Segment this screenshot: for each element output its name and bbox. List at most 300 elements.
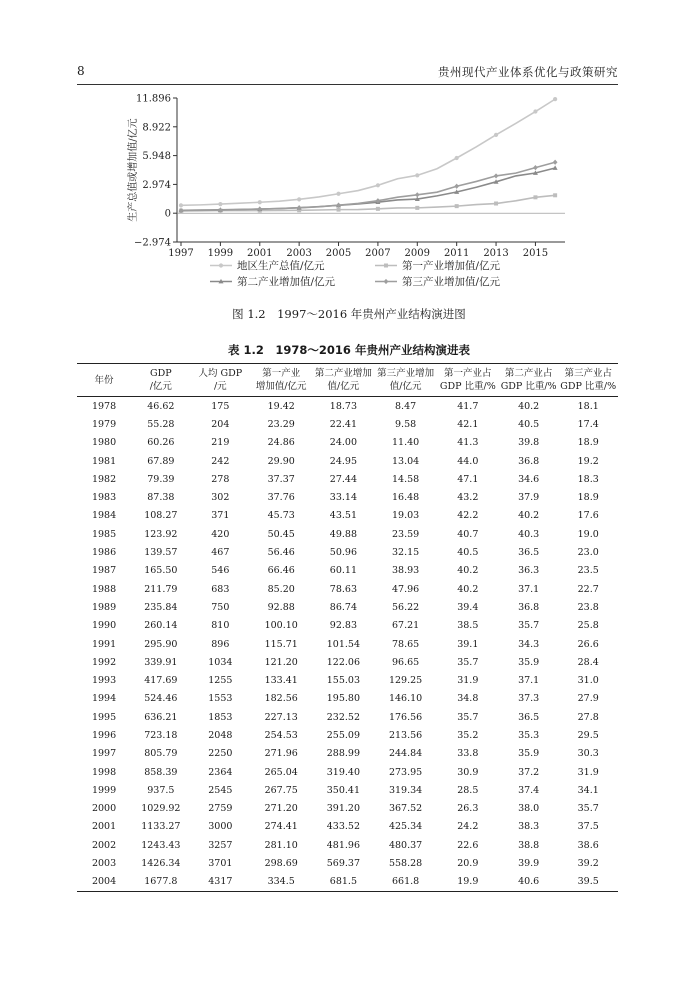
- data-point: [415, 173, 419, 177]
- column-header: [131, 364, 191, 397]
- table-row: [77, 708, 618, 726]
- table-cell: 27.8: [577, 711, 599, 723]
- table-cell: 3701: [208, 858, 233, 870]
- table-cell: 896: [211, 638, 230, 650]
- table-cell: 36.5: [518, 547, 540, 559]
- table-cell: 41.7: [457, 400, 479, 412]
- data-point: [376, 207, 380, 211]
- table-cell: 2759: [208, 803, 233, 815]
- data-point: [494, 202, 498, 206]
- table-cell: 37.5: [577, 821, 599, 833]
- table-cell: 14.58: [392, 473, 420, 485]
- table-cell: 11.40: [392, 437, 420, 449]
- table-cell: 17.4: [577, 418, 599, 430]
- table-cell: 40.5: [457, 547, 479, 559]
- table-cell: 34.8: [457, 693, 479, 705]
- table-cell: 26.6: [577, 638, 599, 650]
- table-cell: 50.45: [267, 528, 295, 540]
- table-cell: 40.2: [457, 583, 479, 595]
- table-cell: 3000: [208, 821, 233, 833]
- table-cell: 96.65: [392, 656, 420, 668]
- table-cell: 78.65: [392, 638, 420, 650]
- data-point: [218, 202, 222, 206]
- table-cell: 480.37: [388, 839, 423, 851]
- table-row: [77, 543, 618, 561]
- table-cell: 2250: [208, 748, 233, 760]
- table-cell: 24.00: [329, 437, 357, 449]
- table-row: [77, 470, 618, 488]
- table-cell: 1133.27: [141, 821, 181, 833]
- table-cell: 302: [211, 492, 230, 504]
- table-cell: 750: [211, 601, 230, 613]
- table-cell: 2364: [208, 766, 233, 778]
- table-cell: 67.21: [392, 620, 420, 632]
- y-tick-label: 0: [164, 208, 171, 220]
- table-cell: 1986: [91, 547, 117, 559]
- table-cell: 18.9: [577, 492, 599, 504]
- table-cell: 122.06: [326, 656, 361, 668]
- data-point: [553, 97, 557, 101]
- y-tick-label: 8.922: [142, 122, 171, 134]
- table-cell: 42.1: [457, 418, 479, 430]
- table-row: [77, 781, 618, 799]
- table-row: [77, 635, 618, 653]
- column-header-line: 第一产业占: [444, 368, 492, 379]
- y-tick-label: 11.896: [136, 93, 171, 105]
- data-point: [494, 133, 498, 137]
- table-cell: 34.1: [577, 784, 599, 796]
- column-header: [558, 364, 618, 397]
- table-cell: 92.88: [267, 601, 295, 613]
- table-row: [77, 873, 618, 892]
- column-header-line: /元: [213, 381, 227, 392]
- table-cell: 254.53: [264, 729, 298, 741]
- data-point: [455, 156, 459, 160]
- table-cell: 417.69: [144, 675, 178, 687]
- table-row: [77, 617, 618, 635]
- table-cell: 2000: [91, 803, 117, 815]
- table-cell: 391.20: [326, 803, 361, 815]
- table-cell: 39.9: [518, 858, 540, 870]
- table-row: [77, 745, 618, 763]
- table-cell: 38.5: [457, 620, 479, 632]
- data-point: [533, 165, 538, 170]
- table-cell: 17.6: [577, 510, 599, 522]
- table-cell: 1981: [91, 455, 117, 467]
- table-row: [77, 671, 618, 689]
- table-row: [77, 690, 618, 708]
- column-header: [499, 364, 559, 397]
- series-3: [179, 165, 558, 212]
- table-cell: 44.0: [457, 455, 479, 467]
- table-cell: 2545: [208, 784, 233, 796]
- table-cell: 123.92: [144, 528, 178, 540]
- table-cell: 1995: [91, 711, 117, 723]
- data-point: [415, 192, 420, 197]
- table-cell: 723.18: [144, 729, 178, 741]
- table-cell: 281.10: [264, 839, 298, 851]
- table-cell: 1988: [91, 583, 117, 595]
- legend-marker: [384, 279, 389, 284]
- table-cell: 175: [211, 400, 230, 412]
- table-cell: 108.27: [144, 510, 178, 522]
- table-cell: 155.03: [326, 675, 361, 687]
- y-tick-label: 2.974: [142, 179, 171, 191]
- table-cell: 23.5: [577, 565, 599, 577]
- table-cell: 19.2: [577, 455, 599, 467]
- table-cell: 28.5: [457, 784, 479, 796]
- table-cell: 271.20: [264, 803, 298, 815]
- table-cell: 36.8: [518, 455, 540, 467]
- table-cell: 33.8: [457, 748, 479, 760]
- table-cell: 133.41: [264, 675, 298, 687]
- table-cell: 334.5: [250, 873, 312, 892]
- column-header-line: GDP 比重/%: [500, 381, 557, 392]
- table-cell: 32.15: [392, 547, 420, 559]
- table-cell: 35.7: [518, 620, 540, 632]
- table-cell: 2003: [91, 858, 117, 870]
- table-row: [77, 836, 618, 854]
- table-cell: 40.5: [518, 418, 540, 430]
- table-cell: 37.1: [518, 675, 540, 687]
- table-cell: 274.41: [264, 821, 298, 833]
- table-cell: 1243.43: [141, 839, 181, 851]
- table-cell: 35.9: [518, 748, 540, 760]
- table-cell: 46.62: [147, 400, 175, 412]
- table-cell: 39.8: [518, 437, 540, 449]
- table-cell: 1997: [91, 748, 117, 760]
- table-cell: 101.54: [326, 638, 361, 650]
- table-cell: 121.20: [264, 656, 298, 668]
- table-cell: 28.4: [577, 656, 599, 668]
- page-header: [77, 62, 618, 85]
- series-1: [179, 97, 557, 207]
- table-cell: 20.9: [457, 858, 479, 870]
- table-cell: 31.9: [457, 675, 479, 687]
- table-cell: 50.96: [329, 547, 357, 559]
- table-cell: 1985: [91, 528, 117, 540]
- table-cell: 36.3: [518, 565, 540, 577]
- table-cell: 19.9: [437, 873, 499, 892]
- table-cell: 25.8: [577, 620, 599, 632]
- table-cell: 37.37: [267, 473, 295, 485]
- table-cell: 467: [211, 547, 230, 559]
- table-row: [77, 525, 618, 543]
- table-cell: 129.25: [388, 675, 423, 687]
- data-point: [297, 197, 301, 201]
- table-cell: 636.21: [144, 711, 178, 723]
- column-header-line: GDP 比重/%: [439, 381, 496, 392]
- table-cell: 260.14: [144, 620, 178, 632]
- table-cell: 367.52: [388, 803, 423, 815]
- table-cell: 38.3: [518, 821, 540, 833]
- table-cell: 23.29: [267, 418, 295, 430]
- table-cell: 420: [211, 528, 230, 540]
- table-cell: 195.80: [326, 693, 361, 705]
- table-cell: 288.99: [326, 748, 361, 760]
- table-cell: 8.47: [395, 400, 417, 412]
- table-cell: 22.7: [577, 583, 599, 595]
- table-cell: 41.3: [457, 437, 479, 449]
- table-cell: 40.2: [518, 510, 540, 522]
- table-cell: 1994: [91, 693, 117, 705]
- table-cell: 546: [211, 565, 230, 577]
- table-cell: 425.34: [388, 821, 423, 833]
- table-cell: 42.2: [457, 510, 479, 522]
- table-cell: 1989: [91, 601, 117, 613]
- table-cell: 9.58: [395, 418, 417, 430]
- table-cell: 1984: [91, 510, 117, 522]
- table-cell: 2004: [77, 873, 131, 892]
- table-cell: 23.0: [577, 547, 599, 559]
- table-cell: 35.7: [457, 656, 479, 668]
- table-cell: 79.39: [147, 473, 175, 485]
- table-cell: 858.39: [144, 766, 178, 778]
- column-header: [250, 364, 312, 397]
- table-cell: 2048: [208, 729, 233, 741]
- table-cell: 19.42: [267, 400, 295, 412]
- column-header-line: 第二产业增加: [314, 368, 372, 379]
- column-header-line: 第二产业占: [504, 368, 553, 379]
- table-cell: 371: [211, 510, 230, 522]
- y-tick-label: 5.948: [142, 151, 171, 163]
- table-cell: 36.8: [518, 601, 540, 613]
- table-cell: 40.3: [518, 528, 540, 540]
- legend-entry: [375, 275, 501, 288]
- table-cell: 182.56: [264, 693, 298, 705]
- column-header-line: GDP 比重/%: [560, 381, 617, 392]
- x-tick-label: 2007: [365, 248, 391, 259]
- table-cell: 244.84: [388, 748, 423, 760]
- legend-entry: [210, 259, 325, 272]
- table-cell: 22.41: [329, 418, 357, 430]
- table-cell: 481.96: [326, 839, 361, 851]
- table-cell: 31.9: [577, 766, 599, 778]
- table-cell: 2001: [91, 821, 117, 833]
- table-cell: 43.2: [457, 492, 479, 504]
- legend-marker: [219, 263, 223, 267]
- table-cell: 319.34: [388, 784, 423, 796]
- table-cell: 1990: [91, 620, 117, 632]
- table-cell: 273.95: [388, 766, 423, 778]
- table-row: [77, 452, 618, 470]
- table-row: [77, 397, 618, 416]
- table-cell: 267.75: [264, 784, 298, 796]
- data-point: [533, 195, 537, 199]
- table-cell: 37.1: [518, 583, 540, 595]
- table-row: [77, 415, 618, 433]
- table-row: [77, 653, 618, 671]
- x-tick-label: 2009: [404, 248, 431, 259]
- table-cell: 2002: [91, 839, 117, 851]
- table-cell: 18.73: [329, 400, 357, 412]
- table-cell: 265.04: [264, 766, 298, 778]
- column-header: [437, 364, 499, 397]
- table-cell: 35.3: [518, 729, 540, 741]
- table-row: [77, 488, 618, 506]
- x-tick-label: 2013: [483, 248, 509, 259]
- table-row: [77, 507, 618, 525]
- table-cell: 27.44: [329, 473, 357, 485]
- page-number: 8: [77, 64, 85, 78]
- column-header-line: 第一产业: [262, 368, 301, 379]
- table-cell: 810: [211, 620, 230, 632]
- table-cell: 1553: [208, 693, 233, 705]
- table-row: [77, 562, 618, 580]
- table-row: [77, 598, 618, 616]
- table-cell: 31.0: [577, 675, 599, 687]
- table-cell: 1987: [91, 565, 117, 577]
- table-cell: 23.59: [392, 528, 420, 540]
- table-cell: 115.71: [264, 638, 298, 650]
- column-header-line: 增加值/亿元: [255, 381, 307, 392]
- table-cell: 86.74: [329, 601, 357, 613]
- table-cell: 39.4: [457, 601, 479, 613]
- table-cell: 805.79: [144, 748, 178, 760]
- table-cell: 27.9: [577, 693, 599, 705]
- table-cell: 30.3: [577, 748, 599, 760]
- x-tick-label: 2011: [443, 248, 470, 259]
- series-4: [179, 160, 558, 214]
- column-header-line: /亿元: [149, 381, 172, 392]
- table-cell: 39.5: [558, 873, 618, 892]
- table-cell: 271.96: [264, 748, 298, 760]
- table-title: 表 1.2 1978～2016 年贵州产业结构演进表: [228, 343, 470, 357]
- data-point: [455, 204, 459, 208]
- table-cell: 37.9: [518, 492, 540, 504]
- column-header-line: 人均 GDP: [198, 368, 243, 379]
- table-cell: 45.73: [267, 510, 295, 522]
- x-tick-label: 2015: [522, 248, 549, 259]
- table-cell: 37.3: [518, 693, 540, 705]
- column-header-line: GDP: [150, 368, 172, 379]
- x-tick-label: 2003: [286, 248, 312, 259]
- legend-label: 第三产业增加值/亿元: [402, 276, 501, 288]
- table-row: [77, 726, 618, 744]
- table-cell: 16.48: [392, 492, 420, 504]
- table-cell: 298.69: [264, 858, 298, 870]
- table-cell: 36.5: [518, 711, 540, 723]
- table-cell: 56.22: [392, 601, 420, 613]
- table-row: [77, 763, 618, 781]
- data-point: [336, 192, 340, 196]
- data-point: [376, 183, 380, 187]
- table-cell: 433.52: [326, 821, 361, 833]
- table-cell: 1978: [91, 400, 117, 412]
- table-row: [77, 854, 618, 872]
- table-cell: 40.7: [457, 528, 479, 540]
- data-point: [553, 193, 557, 197]
- column-header: [77, 364, 131, 397]
- table-cell: 19.0: [577, 528, 599, 540]
- table-cell: 34.3: [518, 638, 540, 650]
- data-point: [553, 160, 558, 165]
- table-cell: 1677.8: [131, 873, 191, 892]
- table-row: [77, 434, 618, 452]
- table-cell: 1979: [91, 418, 117, 430]
- table-cell: 33.14: [329, 492, 357, 504]
- table-cell: 661.8: [375, 873, 437, 892]
- legend-label: 地区生产总值/亿元: [237, 260, 325, 272]
- table-cell: 13.04: [392, 455, 420, 467]
- table-cell: 56.46: [267, 547, 295, 559]
- table-cell: 219: [211, 437, 230, 449]
- table-cell: 1999: [91, 784, 117, 796]
- column-header-line: 值/亿元: [327, 381, 360, 392]
- table-cell: 60.11: [329, 565, 357, 577]
- table-cell: 235.84: [144, 601, 178, 613]
- table-cell: 232.52: [326, 711, 361, 723]
- table-cell: 227.13: [264, 711, 298, 723]
- y-axis-label: 生产总值或增加值/亿元: [128, 118, 139, 222]
- legend-label: 第一产业增加值/亿元: [402, 260, 501, 272]
- table-cell: 165.50: [144, 565, 178, 577]
- table-cell: 66.46: [267, 565, 295, 577]
- table-cell: 146.10: [388, 693, 423, 705]
- column-header-line: 第三产业增加: [377, 368, 435, 379]
- running-title: 贵州现代产业体系优化与政策研究: [438, 65, 618, 79]
- table-cell: 1029.92: [141, 803, 181, 815]
- table-cell: 204: [211, 418, 230, 430]
- table-cell: 38.6: [577, 839, 599, 851]
- data-point: [454, 184, 459, 189]
- table-row: [77, 800, 618, 818]
- column-header-line: 值/亿元: [389, 381, 422, 392]
- table-cell: 24.95: [329, 455, 357, 467]
- table-cell: 67.89: [147, 455, 175, 467]
- column-header-line: 年份: [94, 374, 114, 386]
- table-cell: 24.86: [267, 437, 295, 449]
- table-cell: 295.90: [144, 638, 178, 650]
- table-cell: 34.6: [518, 473, 540, 485]
- table-cell: 19.03: [392, 510, 420, 522]
- table-cell: 3257: [208, 839, 233, 851]
- industry-structure-chart: [110, 88, 570, 300]
- data-point: [494, 173, 499, 178]
- table-row: [77, 818, 618, 836]
- table-cell: 350.41: [326, 784, 361, 796]
- table-cell: 1982: [91, 473, 117, 485]
- table-cell: 278: [211, 473, 230, 485]
- table-cell: 4317: [191, 873, 251, 892]
- table-cell: 60.26: [147, 437, 175, 449]
- table-cell: 39.2: [577, 858, 599, 870]
- table-cell: 18.1: [577, 400, 599, 412]
- table-cell: 18.9: [577, 437, 599, 449]
- table-cell: 524.46: [144, 693, 178, 705]
- x-tick-label: 1997: [168, 248, 194, 259]
- table-cell: 29.90: [267, 455, 295, 467]
- table-cell: 1853: [208, 711, 233, 723]
- table-cell: 23.8: [577, 601, 599, 613]
- table-cell: 1034: [208, 656, 233, 668]
- column-header: [312, 364, 374, 397]
- table-cell: 87.38: [147, 492, 175, 504]
- data-point: [415, 206, 419, 210]
- figure-caption: 图 1.2 1997～2016 年贵州产业结构演进图: [232, 307, 466, 321]
- table-cell: 37.4: [518, 784, 540, 796]
- table-row: [77, 580, 618, 598]
- table-cell: 1993: [91, 675, 117, 687]
- table-cell: 213.56: [388, 729, 423, 741]
- table-cell: 85.20: [267, 583, 295, 595]
- table-cell: 35.7: [457, 711, 479, 723]
- table-cell: 1255: [208, 675, 233, 687]
- table-cell: 30.9: [457, 766, 479, 778]
- table-cell: 26.3: [457, 803, 479, 815]
- industry-structure-table: [77, 363, 618, 892]
- table-cell: 681.5: [312, 873, 374, 892]
